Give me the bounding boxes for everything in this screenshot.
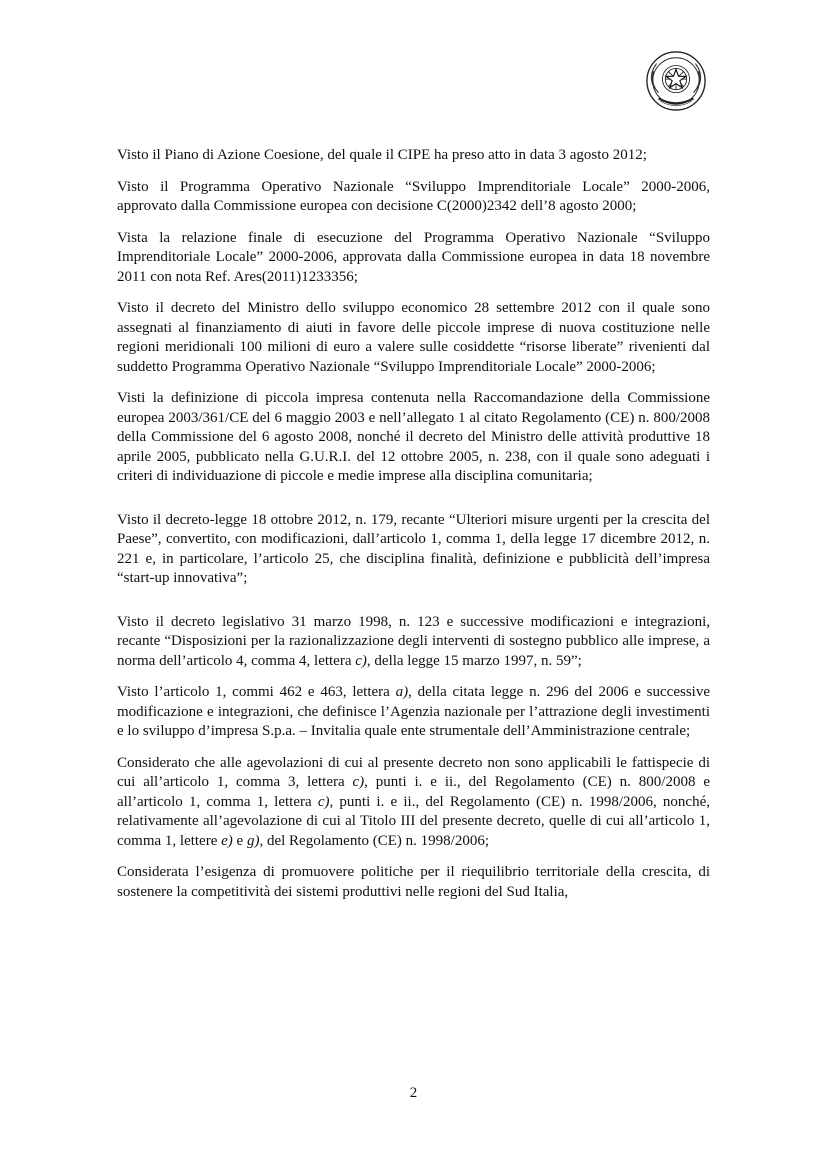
paragraph-considerata-esigenza: Considerata l’esigenza di promuovere politiche per il riequilibrio territoriale della crescita, di sostenere la competitività dei sistemi produttivi nelle regioni del Sud Italia, [117, 864, 710, 900]
paragraph-relazione-finale: Vista la relazione finale di esecuzione del Programma Operativo Nazionale “Sviluppo Imprenditoriale Locale” 2000-2006, approvata dalla Commissione europea in data 18 novembre 2011 con nota Ref. Ares(2011)1233356; [117, 229, 710, 285]
paragraph-piano-azione-coesione: Visto il Piano di Azione Coesione, del quale il CIPE ha preso atto in data 3 agosto 2012; [117, 147, 647, 163]
paragraph-invitalia: Visto l’articolo 1, commi 462 e 463, lettera a), della citata legge n. 296 del 2006 e successive modificazione e integrazioni, che definisce l’Agenzia nazionale per l’attrazione degli investimenti e lo sviluppo d’impresa S.p.a. – Invitalia quale ente strumentale dell’Amministrazione centrale; [117, 684, 710, 739]
italian-republic-emblem-icon [645, 50, 707, 112]
paragraph-decreto-legge-179: Visto il decreto-legge 18 ottobre 2012, n. 179, recante “Ulteriori misure urgenti per la crescita del Paese”, convertito, con modificazioni, dall’articolo 1, comma 1, della legge 17 dicembre 2012, n. 221 e, in particolare, l’articolo 25, che disciplina finalità, definizione e pubblicità dell’impresa “start-up innovativa”; [117, 511, 710, 586]
paragraph-considerato-agevolazioni: Considerato che alle agevolazioni di cui al presente decreto non sono applicabili le fattispecie di cui all’articolo 1, comma 3, lettera c), punti i. e ii., del Regolamento (CE) n. 800/2008 e all’articolo 1, comma 1, lettera c), punti i. e ii., del Regolamento (CE) n. 1998/2006, nonché, relativamente all’agevolazione di cui al Titolo III del presente decreto, quelle di cui all’articolo 1, comma 1, lettere e) e g), del Regolamento (CE) n. 1998/2006; [117, 754, 710, 849]
paragraph-decreto-legislativo-123: Visto il decreto legislativo 31 marzo 1998, n. 123 e successive modificazioni e integrazioni, recante “Disposizioni per la razionalizzazione degli interventi di sostegno pubblico alle imprese, a norma dell’articolo 4, comma 4, lettera c), della legge 15 marzo 1997, n. 59”; [117, 613, 710, 669]
paragraph-pon-sviluppo: Visto il Programma Operativo Nazionale “Sviluppo Imprenditoriale Locale” 2000-2006, approvato dalla Commissione europea con decisione C(2000)2342 dell’8 agosto 2000; [117, 178, 710, 214]
page-number: 2 [409, 1085, 418, 1101]
paragraph-definizione-piccola-impresa: Visti la definizione di piccola impresa contenuta nella Raccomandazione della Commissione europea 2003/361/CE del 6 maggio 2003 e nell’allegato 1 al citato Regolamento (CE) n. 800/2008 della Commissione del 6 agosto 2008, nonché il decreto del Ministro delle attività produttive 18 aprile 2005, pubblicato nella G.U.R.I. del 12 ottobre 2005, n. 238, con il quale sono adeguati i criteri di individuazione di piccole e medie imprese alla disciplina comunitaria; [117, 390, 710, 484]
document-body [117, 146, 710, 914]
paragraph-decreto-ministro-2012: Visto il decreto del Ministro dello sviluppo economico 28 settembre 2012 con il quale sono assegnati al finanziamento di aiuti in favore delle piccole imprese di nuova costituzione nelle regioni meridionali 100 milioni di euro a valere sulle cosiddette “risorse liberate” rivenienti dal suddetto Programma Operativo Nazionale “Sviluppo Imprenditoriale Locale” 2000-2006; [117, 300, 710, 375]
